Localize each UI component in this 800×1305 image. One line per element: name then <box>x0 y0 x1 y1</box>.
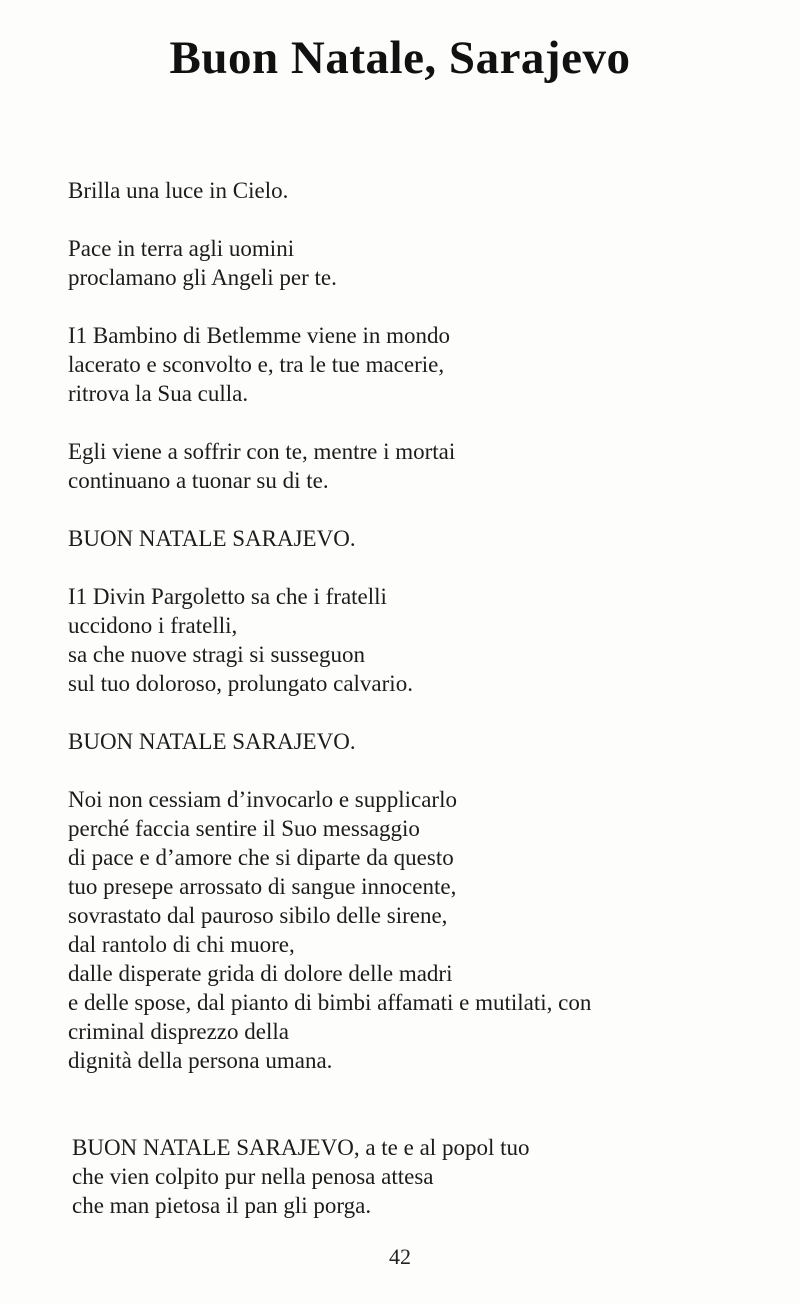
poem-line: continuano a tuonar su di te. <box>68 468 329 493</box>
page-number: 42 <box>389 1244 411 1269</box>
poem-line: perché faccia sentire il Suo messaggio <box>68 816 420 841</box>
poem-line: sovrastato dal pauroso sibilo delle sirene, <box>68 903 448 928</box>
poem-line: Pace in terra agli uomini <box>68 236 295 261</box>
poem-line: I1 Bambino di Betlemme viene in mondo <box>68 323 450 348</box>
refrain-line: BUON NATALE SARAJEVO. <box>68 526 356 551</box>
poem-line: Egli viene a soffrir con te, mentre i mortai <box>68 439 456 464</box>
stanza-8 <box>68 785 768 1075</box>
poem-line: criminal disprezzo della <box>68 1019 289 1044</box>
poem-body <box>68 176 768 1249</box>
stanza-1 <box>68 176 768 205</box>
poem-line: tuo presepe arrossato di sangue innocente, <box>68 874 457 899</box>
poem-line: di pace e d’amore che si diparte da questo <box>68 845 454 870</box>
stanza-3 <box>68 321 768 408</box>
stanza-9-closing <box>68 1133 768 1220</box>
poem-line: sul tuo doloroso, prolungato calvario. <box>68 671 413 696</box>
poem-line: che man pietosa il pan gli porga. <box>72 1193 372 1218</box>
poem-line: I1 Divin Pargoletto sa che i fratelli <box>68 584 387 609</box>
poem-line: dalle disperate grida di dolore delle madri <box>68 961 453 986</box>
poem-line: Brilla una luce in Cielo. <box>68 178 289 203</box>
poem-line: lacerato e sconvolto e, tra le tue macerie, <box>68 352 445 377</box>
poem-line: che vien colpito pur nella penosa attesa <box>72 1164 434 1189</box>
poem-line: uccidono i fratelli, <box>68 613 238 638</box>
refrain-line: BUON NATALE SARAJEVO. <box>68 729 356 754</box>
stanza-5-refrain <box>68 524 768 553</box>
poem-line: dignità della persona umana. <box>68 1048 333 1073</box>
poem-line: sa che nuove stragi si susseguon <box>68 642 366 667</box>
poem-line: proclamano gli Angeli per te. <box>68 265 337 290</box>
poem-line: Noi non cessiam d’invocarlo e supplicarlo <box>68 787 457 812</box>
poem-line: e delle spose, dal pianto di bimbi affamati e mutilati, con <box>68 990 592 1015</box>
poem-line: ritrova la Sua culla. <box>68 381 249 406</box>
stanza-4 <box>68 437 768 495</box>
stanza-7-refrain <box>68 727 768 756</box>
stanza-6 <box>68 582 768 698</box>
poem-title: Buon Natale, Sarajevo <box>169 32 631 84</box>
poem-line: dal rantolo di chi muore, <box>68 932 295 957</box>
poem-line: BUON NATALE SARAJEVO, a te e al popol tuo <box>72 1135 530 1160</box>
stanza-2 <box>68 234 768 292</box>
